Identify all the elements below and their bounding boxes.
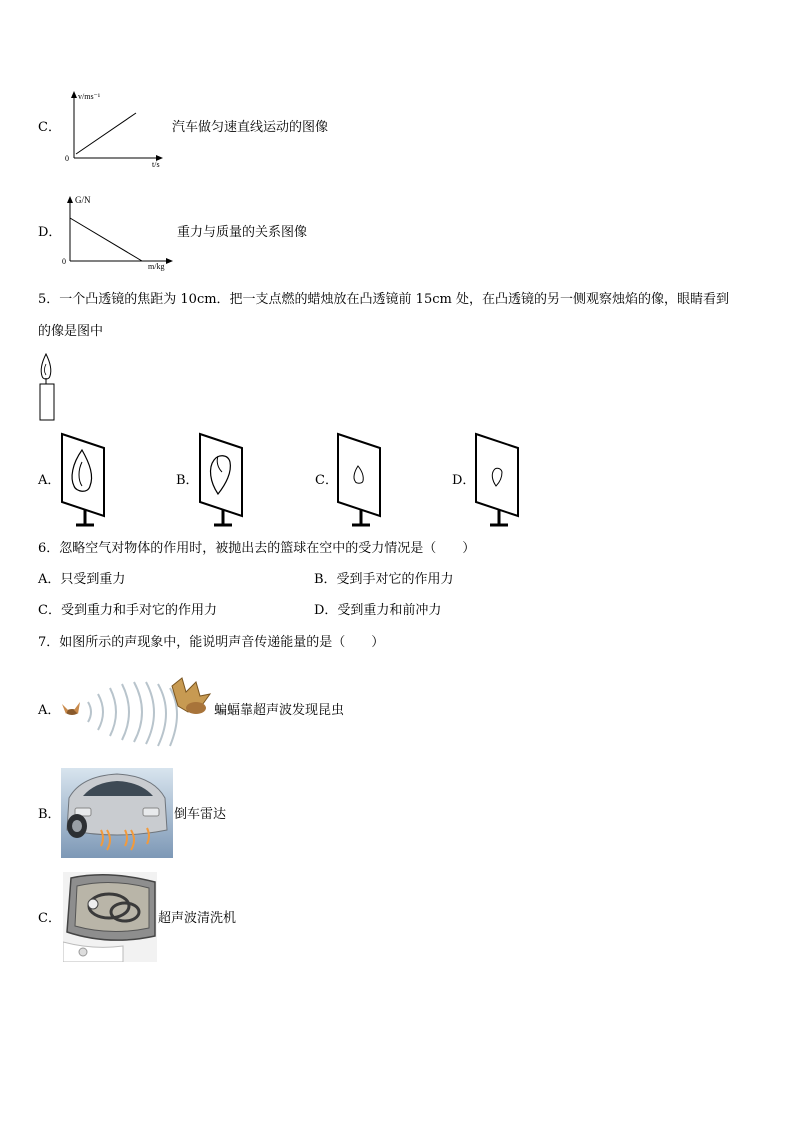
option-c-caption: 汽车做匀速直线运动的图像 xyxy=(172,120,329,135)
insect-icon xyxy=(62,702,80,715)
q7-option-a-caption: 蝙蝠靠超声波发现昆虫 xyxy=(214,703,345,718)
d-origin-label: 0 xyxy=(62,257,66,266)
q5-option-a-letter: A． xyxy=(38,473,61,488)
q7-option-a-letter: A． xyxy=(38,703,61,718)
option-c-letter: C． xyxy=(38,120,61,135)
reversing-radar-image xyxy=(61,768,173,858)
q5-option-d-letter: D． xyxy=(452,473,476,488)
c-origin-label: 0 xyxy=(65,154,69,163)
q6-option-b: B．受到手对它的作用力 xyxy=(314,572,454,587)
q5-option-b-letter: B． xyxy=(176,473,199,488)
screen-image-d xyxy=(470,428,526,532)
q7-option-b-letter: B． xyxy=(38,807,61,822)
q7-stem: 7．如图所示的声现象中，能说明声音传递能量的是（ ） xyxy=(38,635,385,650)
q5-stem-line2: 的像是图中 xyxy=(38,324,104,339)
gravity-mass-graph xyxy=(60,193,180,273)
velocity-time-graph xyxy=(60,88,170,170)
screen-image-a xyxy=(56,428,112,532)
option-d-caption: 重力与质量的关系图像 xyxy=(177,225,308,240)
c-x-axis-label: t/s xyxy=(152,160,160,169)
d-x-axis-label: m/kg xyxy=(148,262,165,271)
q5-option-c-letter: C． xyxy=(315,473,338,488)
screen-image-c xyxy=(332,428,388,532)
q6-stem: 6．忽略空气对物体的作用时，被抛出去的篮球在空中的受力情况是（ ） xyxy=(38,541,476,556)
ultrasonic-cleaner-image xyxy=(63,872,157,962)
q7-option-b-caption: 倒车雷达 xyxy=(174,807,227,822)
q6-option-d: D．受到重力和前冲力 xyxy=(314,603,442,618)
q7-option-c-letter: C． xyxy=(38,911,61,926)
bat-ultrasound-image xyxy=(60,672,212,752)
d-y-axis-label: G/N xyxy=(75,195,91,205)
screen-image-b xyxy=(194,428,250,532)
option-d-letter: D． xyxy=(38,225,62,240)
c-y-axis-label: v/ms⁻¹ xyxy=(78,92,101,101)
q6-option-c: C．受到重力和手对它的作用力 xyxy=(38,603,217,618)
q6-option-a: A．只受到重力 xyxy=(38,572,126,587)
q7-option-c-caption: 超声波清洗机 xyxy=(158,911,237,926)
candle-icon xyxy=(36,352,60,422)
q5-stem-line1: 5．一个凸透镜的焦距为 10cm．把一支点燃的蜡烛放在凸透镜前 15cm 处，在凸透镜的另一侧观察烛焰的像，眼睛看到 xyxy=(38,292,729,307)
